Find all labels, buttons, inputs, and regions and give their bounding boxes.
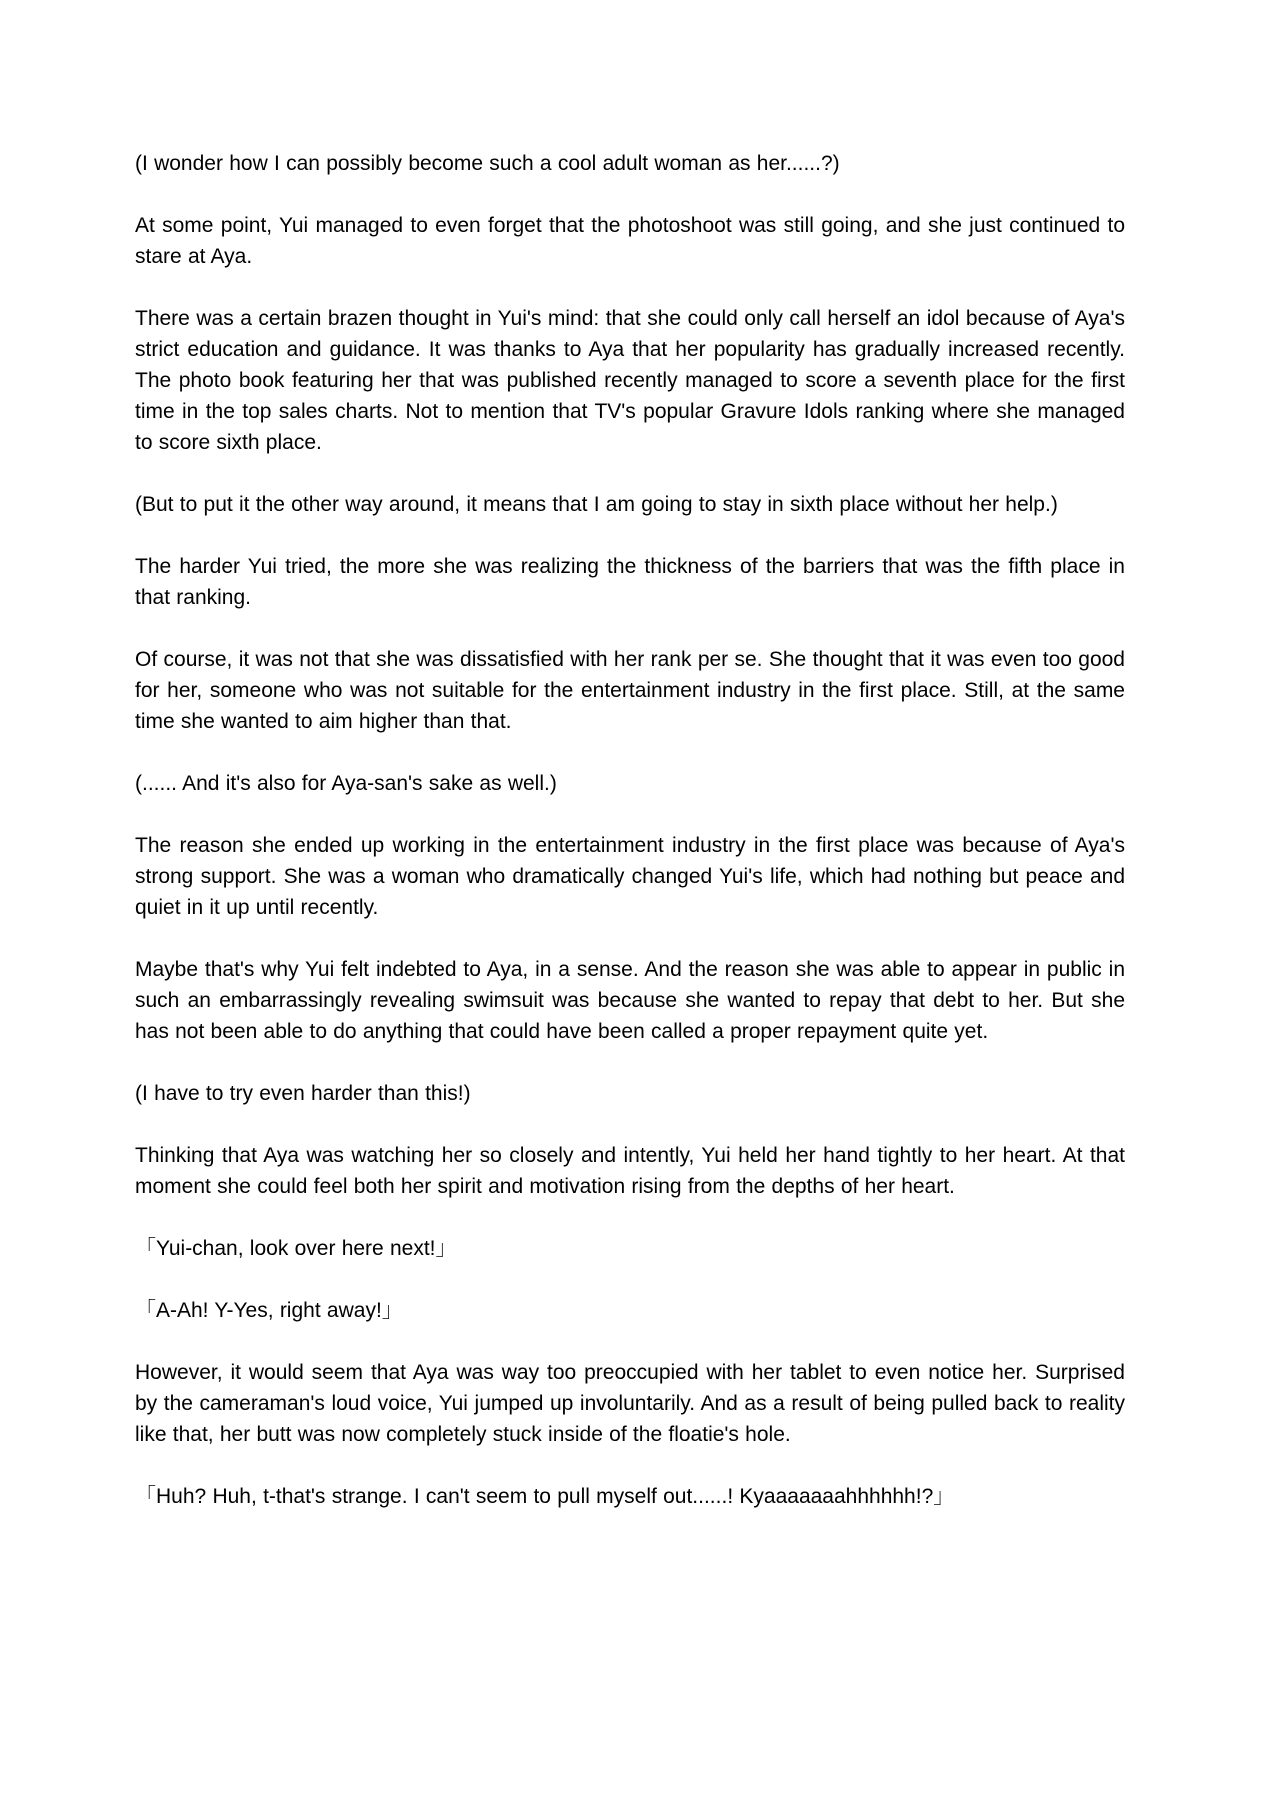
paragraph-narration: At some point, Yui managed to even forget that the photoshoot was still going, and she just continued to stare at Aya. [135,214,1125,268]
paragraph-thought: (...... And it's also for Aya-san's sake as well.) [135,772,557,795]
paragraph-narration: The harder Yui tried, the more she was realizing the thickness of the barriers that was the fifth place in that ranking. [135,555,1125,609]
paragraph-dialogue: 「Huh? Huh, t-that's strange. I can't seem to pull myself out......! Kyaaaaaaahhhhhh!?」 [135,1485,955,1508]
paragraph-dialogue: 「A-Ah! Y-Yes, right away!」 [135,1299,403,1322]
paragraph-narration: Maybe that's why Yui felt indebted to Aya, in a sense. And the reason she was able to appear in public in such an embarrassingly revealing swimsuit was because she wanted to repay that debt to her. But she has not been able to do anything that could have been called a proper repayment quite yet. [135,958,1125,1043]
text-content [135,148,1125,1512]
paragraph-dialogue: 「Yui-chan, look over here next!」 [135,1237,457,1260]
paragraph-thought: (I wonder how I can possibly become such a cool adult woman as her......?) [135,152,840,175]
paragraph-narration: However, it would seem that Aya was way too preoccupied with her tablet to even notice her. Surprised by the cameraman's loud voice, Yui jumped up involuntarily. And as a result of being pulled back to reality like that, her butt was now completely stuck inside of the floatie's hole. [135,1361,1125,1446]
paragraph-narration: There was a certain brazen thought in Yui's mind: that she could only call herself an idol because of Aya's strict education and guidance. It was thanks to Aya that her popularity has gradually increased recently. The photo book featuring her that was published recently managed to score a seventh place for the first time in the top sales charts. Not to mention that TV's popular Gravure Idols ranking where she managed to score sixth place. [135,307,1125,454]
paragraph-narration: Of course, it was not that she was dissatisfied with her rank per se. She thought that it was even too good for her, someone who was not suitable for the entertainment industry in the first place. Still, at the same time she wanted to aim higher than that. [135,648,1125,733]
paragraph-thought: (I have to try even harder than this!) [135,1082,471,1105]
paragraph-narration: The reason she ended up working in the entertainment industry in the first place was because of Aya's strong support. She was a woman who dramatically changed Yui's life, which had nothing but peace and quiet in it up until recently. [135,834,1125,919]
paragraph-thought: (But to put it the other way around, it means that I am going to stay in sixth place without her help.) [135,493,1058,516]
paragraph-narration: Thinking that Aya was watching her so closely and intently, Yui held her hand tightly to her heart. At that moment she could feel both her spirit and motivation rising from the depths of her heart. [135,1144,1125,1198]
